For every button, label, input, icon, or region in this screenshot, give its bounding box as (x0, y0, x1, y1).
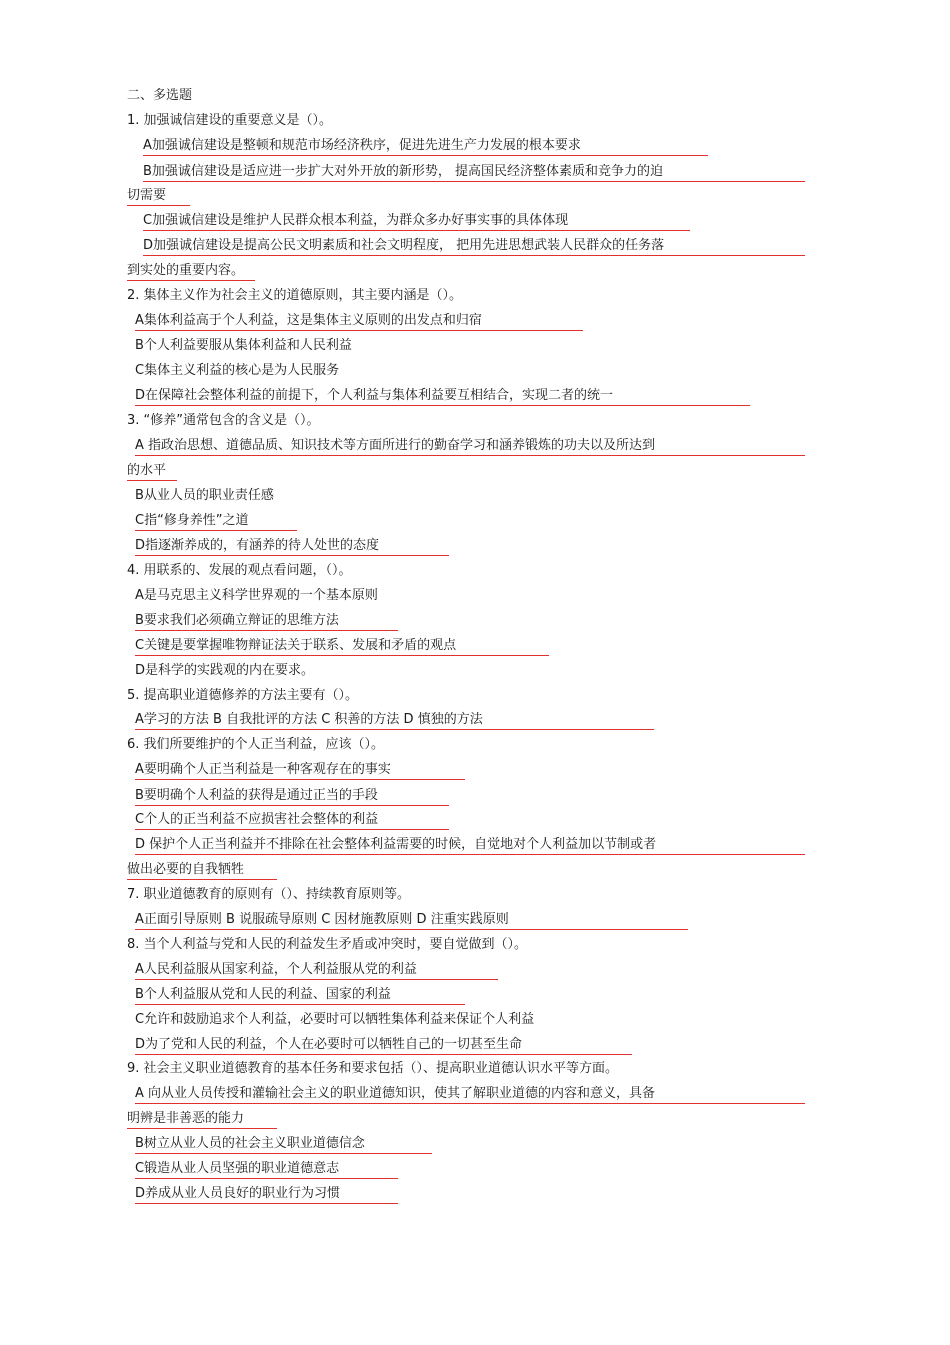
answer-underline (135, 555, 449, 556)
document-line: B要求我们必须确立辩证的思维方法 (135, 613, 339, 628)
document-line: B树立从业人员的社会主义职业道德信念 (135, 1136, 365, 1151)
answer-underline (143, 230, 690, 231)
document-line: 2. 集体主义作为社会主义的道德原则，其主要内涵是（）。 (127, 288, 463, 303)
document-line: B要明确个人利益的获得是通过正当的手段 (135, 788, 378, 803)
document-line: D在保障社会整体利益的前提下，个人利益与集体利益要互相结合，实现二者的统一 (135, 388, 614, 403)
document-line: A学习的方法 B 自我批评的方法 C 积善的方法 D 慎独的方法 (135, 712, 483, 727)
document-line: 3. “修养”通常包含的含义是（）。 (127, 413, 320, 428)
answer-underline (127, 879, 277, 880)
document-line: 的水平 (127, 463, 167, 478)
document-line: D养成从业人员良好的职业行为习惯 (135, 1186, 341, 1201)
document-line: C加强诚信建设是维护人民群众根本利益，为群众多办好事实事的具体体现 (143, 213, 569, 228)
document-line: 到实处的重要内容。 (127, 263, 245, 278)
answer-underline (135, 655, 549, 656)
document-line: B从业人员的职业责任感 (135, 488, 274, 503)
document-line: C允许和鼓励追求个人利益，必要时可以牺牲集体利益来保证个人利益 (135, 1012, 535, 1027)
answer-underline (143, 255, 805, 256)
answer-underline (143, 155, 708, 156)
answer-underline (135, 805, 449, 806)
document-line: A 指政治思想、道德品质、知识技术等方面所进行的勤奋学习和涵养锻炼的功夫以及所达到 (135, 438, 656, 453)
document-line: B个人利益要服从集体利益和人民利益 (135, 338, 352, 353)
answer-underline (135, 729, 654, 730)
answer-underline (135, 1054, 632, 1055)
answer-underline (135, 1004, 465, 1005)
document-line: 4. 用联系的、发展的观点看问题，（）。 (127, 563, 352, 578)
answer-underline (135, 829, 449, 830)
answer-underline (143, 181, 805, 182)
document-line: B个人利益服从党和人民的利益、国家的利益 (135, 987, 391, 1002)
document-line: C指“修身养性”之道 (135, 513, 249, 528)
document-line: A正面引导原则 B 说服疏导原则 C 因材施教原则 D 注重实践原则 (135, 912, 509, 927)
answer-underline (135, 1103, 805, 1104)
answer-underline (127, 1128, 277, 1129)
document-line: 9. 社会主义职业道德教育的基本任务和要求包括（）、提高职业道德认识水平等方面。 (127, 1061, 619, 1076)
answer-underline (135, 455, 805, 456)
document-line: 做出必要的自我牺牲 (127, 862, 245, 877)
answer-underline (135, 1153, 432, 1154)
answer-underline (135, 979, 498, 980)
document-line: D指逐渐养成的，有涵养的待人处世的态度 (135, 538, 380, 553)
document-line: D加强诚信建设是提高公民文明素质和社会文明程度， 把用先进思想武装人民群众的任务落 (143, 238, 665, 253)
document-line: C个人的正当利益不应损害社会整体的利益 (135, 812, 379, 827)
document-line: D为了党和人民的利益，个人在必要时可以牺牲自己的一切甚至生命 (135, 1037, 523, 1052)
document-line: A加强诚信建设是整顿和规范市场经济秩序，促进先进生产力发展的根本要求 (143, 138, 581, 153)
document-line: C集体主义利益的核心是为人民服务 (135, 363, 340, 378)
document-line: A 向从业人员传授和灌输社会主义的职业道德知识，使其了解职业道德的内容和意义，具备 (135, 1086, 656, 1101)
document-line: 明辨是非善恶的能力 (127, 1111, 245, 1126)
answer-underline (135, 779, 465, 780)
answer-underline (127, 480, 177, 481)
document-line: 8. 当个人利益与党和人民的利益发生矛盾或冲突时，要自觉做到（）。 (127, 937, 528, 952)
document-line: A要明确个人正当利益是一种客观存在的事实 (135, 762, 391, 777)
answer-underline (135, 1178, 398, 1179)
answer-underline (135, 1203, 398, 1204)
document-line: D是科学的实践观的内在要求。 (135, 663, 315, 678)
answer-underline (127, 205, 190, 206)
document-line: C关键是要掌握唯物辩证法关于联系、发展和矛盾的观点 (135, 638, 457, 653)
answer-underline (127, 280, 255, 281)
answer-underline (135, 405, 750, 406)
document-line: 5. 提高职业道德修养的方法主要有（）。 (127, 688, 359, 703)
document-line: 7. 职业道德教育的原则有（）、持续教育原则等。 (127, 887, 411, 902)
section-title: 二、多选题 (127, 88, 193, 103)
document-line: A集体利益高于个人利益，这是集体主义原则的出发点和归宿 (135, 313, 482, 328)
answer-underline (135, 929, 688, 930)
answer-underline (135, 330, 583, 331)
document-line: 6. 我们所要维护的个人正当利益，应该（）。 (127, 737, 385, 752)
document-line: 1. 加强诚信建设的重要意义是（）。 (127, 113, 333, 128)
answer-underline (135, 630, 398, 631)
document-line: 切需要 (127, 188, 167, 203)
answer-underline (135, 530, 297, 531)
document-line: A是马克思主义科学世界观的一个基本原则 (135, 588, 378, 603)
answer-underline (135, 854, 805, 855)
document-line: A人民利益服从国家利益，个人利益服从党的利益 (135, 962, 417, 977)
document-line: B加强诚信建设是适应进一步扩大对外开放的新形势， 提高国民经济整体素质和竞争力的迫 (143, 164, 664, 179)
document-line: D 保护个人正当利益并不排除在社会整体利益需要的时候，自觉地对个人利益加以节制或者 (135, 837, 657, 852)
document-line: C锻造从业人员坚强的职业道德意志 (135, 1161, 340, 1176)
